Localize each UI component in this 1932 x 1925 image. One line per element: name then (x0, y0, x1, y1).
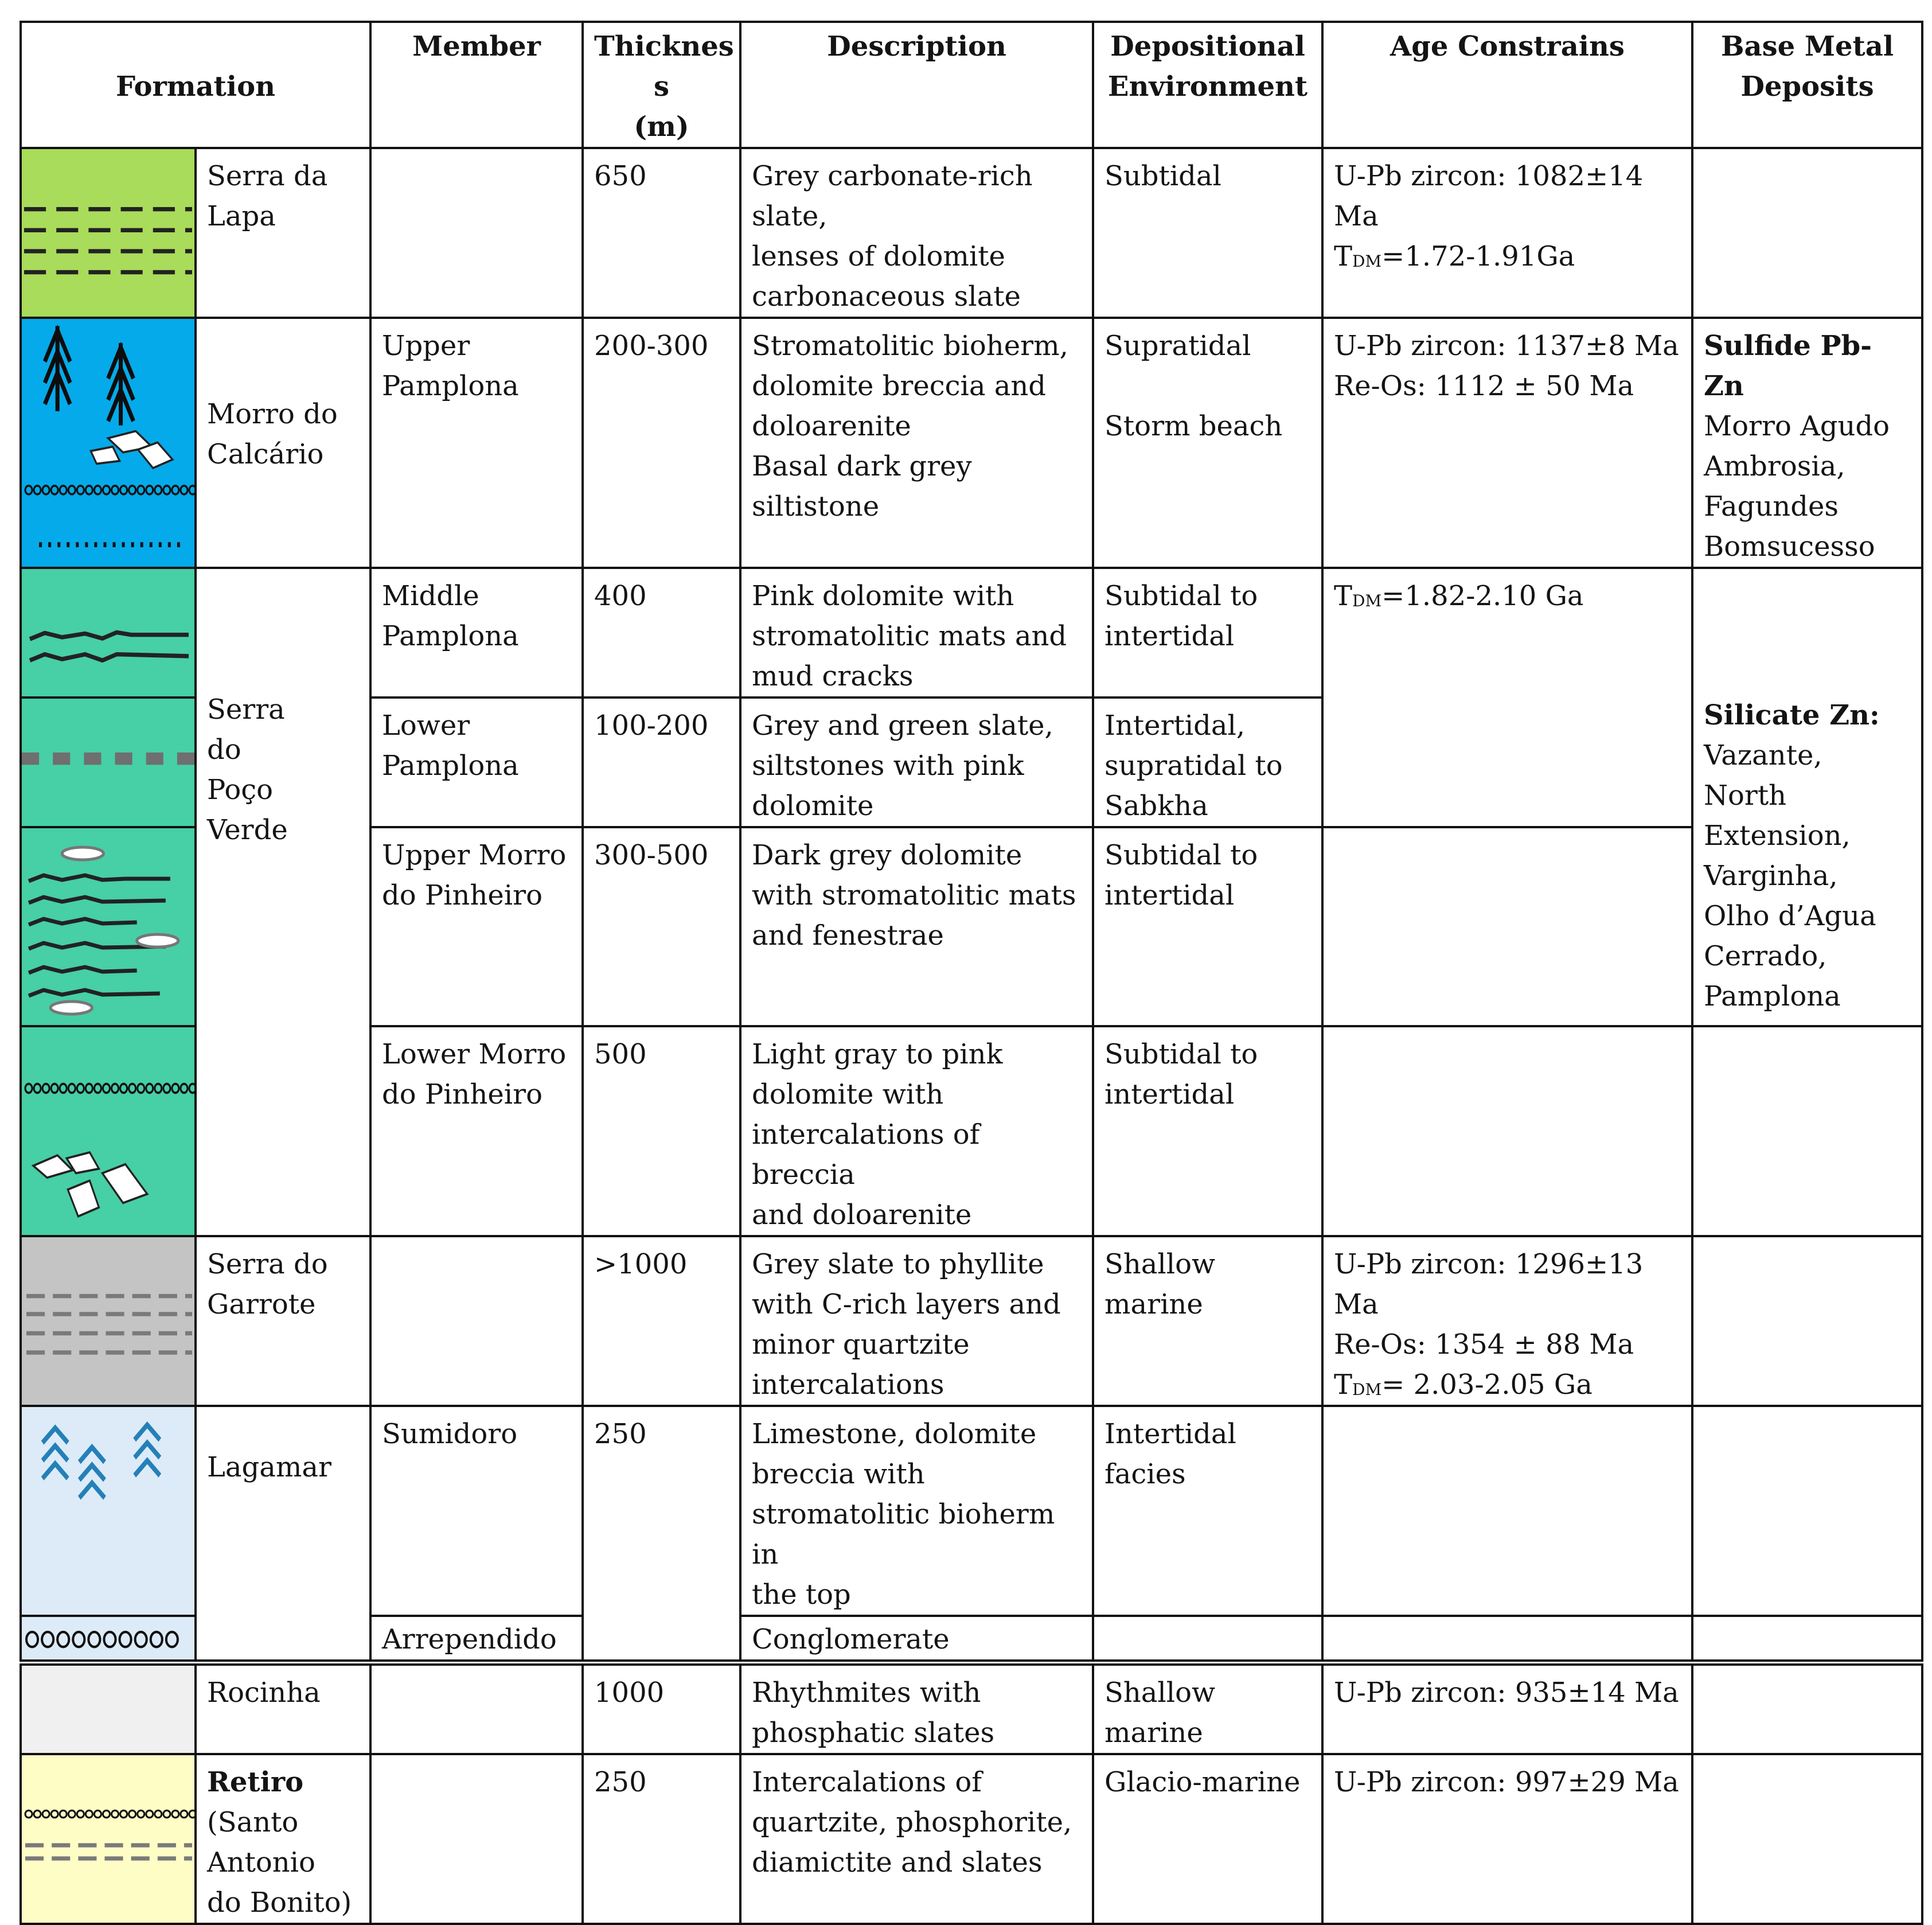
description-serra-da-lapa: Grey carbonate-rich slate, lenses of dolomite carbonaceous slate (740, 148, 1093, 318)
lithology-morro-do-calcario (21, 318, 196, 568)
age-serra-da-lapa (1322, 148, 1692, 318)
thickness-serra-da-lapa: 650 (583, 148, 740, 318)
environment-sumidoro: Intertidal facies (1093, 1406, 1322, 1616)
age-line-tdm: $T_{DM}= 2.03-2.05$ Ga (1334, 1369, 1593, 1401)
deposits-lower-morro-do-pinheiro (1692, 1026, 1922, 1236)
member-arrependido: Arrependido (370, 1616, 583, 1663)
row-serra-da-lapa (21, 148, 1922, 318)
environment-upper-morro-do-pinheiro: Subtidal to intertidal (1093, 827, 1322, 1026)
fill-rocinha (22, 1666, 194, 1753)
environment-retiro: Glacio-marine (1093, 1754, 1322, 1924)
age-line: Re-Os: 1354 ± 88 Ma (1334, 1328, 1634, 1361)
age-rocinha: U-Pb zircon: 935±14 Ma (1322, 1663, 1692, 1755)
formation-lagamar: Lagamar (196, 1406, 370, 1663)
age-line: U-Pb zircon: 1296±13 Ma (1334, 1248, 1644, 1320)
thickness-upper-pamplona: 200-300 (583, 318, 740, 568)
lithology-rocinha (21, 1663, 196, 1755)
description-sumidoro: Limestone, dolomite breccia with stromatolitic bioherm in the top (740, 1406, 1093, 1616)
member-serra-da-lapa (370, 148, 583, 318)
age-upper-morro-do-pinheiro (1322, 827, 1692, 1026)
fill-arrependido (22, 1617, 194, 1659)
lithology-upper-morro-do-pinheiro (21, 827, 196, 1026)
formation-morro-do-calcario: Morro do Calcário (196, 318, 370, 568)
fill-serra-da-lapa (22, 149, 194, 317)
header-description: Description (740, 22, 1093, 148)
thickness-middle-pamplona: 400 (583, 568, 740, 697)
header-environment: Depositional Environment (1093, 22, 1322, 148)
environment-arrependido (1093, 1616, 1322, 1663)
age-arrependido (1322, 1616, 1692, 1663)
fill-retiro (22, 1755, 194, 1923)
description-upper-morro-do-pinheiro: Dark grey dolomite with stromatolitic mats and fenestrae (740, 827, 1093, 1026)
thickness-retiro: 250 (583, 1754, 740, 1924)
thickness-rocinha: 1000 (583, 1663, 740, 1755)
description-serra-do-garrote: Grey slate to phyllite with C-rich layers and minor quartzite intercalations (740, 1236, 1093, 1406)
formation-retiro-alias: (Santo Antonio do Bonito) (207, 1806, 352, 1919)
lithology-retiro (21, 1754, 196, 1924)
stratigraphic-table (19, 21, 1923, 1925)
environment-serra-da-lapa: Subtidal (1093, 148, 1322, 318)
member-upper-pamplona: Upper Pamplona (370, 318, 583, 568)
formation-retiro-name: Retiro (207, 1766, 304, 1798)
environment-lower-pamplona: Intertidal, supratidal to Sabkha (1093, 697, 1322, 827)
description-lower-morro-do-pinheiro: Light gray to pink dolomite with intercalations of breccia and doloarenite (740, 1026, 1093, 1236)
environment-serra-do-garrote: Shallow marine (1093, 1236, 1322, 1406)
lithology-serra-do-garrote (21, 1236, 196, 1406)
fill-serra-do-garrote (22, 1237, 194, 1405)
description-retiro: Intercalations of quartzite, phosphorite, diamictite and slates (740, 1754, 1093, 1924)
header-deposits: Base Metal Deposits (1692, 22, 1922, 148)
header-member: Member (370, 22, 583, 148)
member-rocinha (370, 1663, 583, 1755)
description-lower-pamplona: Grey and green slate, siltstones with pink dolomite (740, 697, 1093, 827)
environment-upper-pamplona: Supratidal Storm beach (1093, 318, 1322, 568)
header-age: Age Constrains (1322, 22, 1692, 148)
deposits-retiro (1692, 1754, 1922, 1924)
member-retiro (370, 1754, 583, 1924)
thickness-upper-morro-do-pinheiro: 300-500 (583, 827, 740, 1026)
thickness-lagamar: 250 (583, 1406, 740, 1663)
environment-lower-morro-do-pinheiro: Subtidal to intertidal (1093, 1026, 1322, 1236)
age-line-tdm: $T_{DM}=1.72-1.91Ga$ (1334, 240, 1575, 272)
deposits-sulfide (1692, 318, 1922, 568)
lithology-lower-pamplona (21, 697, 196, 827)
deposits-serra-da-lapa (1692, 148, 1922, 318)
header-formation: Formation (21, 22, 370, 148)
deposits-sumidoro (1692, 1406, 1922, 1616)
formation-retiro (196, 1754, 370, 1924)
deposits-sulfide-list: Morro Agudo Ambrosia, Fagundes Bomsucesso (1704, 410, 1890, 563)
description-middle-pamplona: Pink dolomite with stromatolitic mats and mud cracks (740, 568, 1093, 697)
thickness-serra-do-garrote: >1000 (583, 1236, 740, 1406)
age-morro-do-calcario: U-Pb zircon: 1137±8 Ma Re-Os: 1112 ± 50 Ma (1322, 318, 1692, 568)
description-arrependido: Conglomerate (740, 1616, 1093, 1663)
age-lower-morro-do-pinheiro (1322, 1026, 1692, 1236)
deposits-arrependido (1692, 1616, 1922, 1663)
thickness-lower-morro-do-pinheiro: 500 (583, 1026, 740, 1236)
deposits-sulfide-title: Sulfide Pb-Zn (1704, 330, 1872, 402)
member-serra-do-garrote (370, 1236, 583, 1406)
member-upper-morro-do-pinheiro: Upper Morro do Pinheiro (370, 827, 583, 1026)
environment-middle-pamplona: Subtidal to intertidal (1093, 568, 1322, 697)
member-sumidoro: Sumidoro (370, 1406, 583, 1616)
formation-serra-do-poco-verde: Serra do Poço Verde (196, 568, 370, 1236)
fill-lower-pamplona (22, 699, 194, 826)
row-sumidoro (21, 1406, 1922, 1616)
member-lower-morro-do-pinheiro: Lower Morro do Pinheiro (370, 1026, 583, 1236)
row-middle-pamplona (21, 568, 1922, 697)
header-thickness: Thicknes s (m) (583, 22, 740, 148)
deposits-silicate-title: Silicate Zn: (1704, 699, 1880, 731)
row-serra-do-garrote (21, 1236, 1922, 1406)
member-middle-pamplona: Middle Pamplona (370, 568, 583, 697)
deposits-serra-do-garrote (1692, 1236, 1922, 1406)
description-upper-pamplona: Stromatolitic bioherm, dolomite breccia and doloarenite Basal dark grey siltistone (740, 318, 1093, 568)
deposits-rocinha (1692, 1663, 1922, 1755)
formation-serra-do-garrote: Serra do Garrote (196, 1236, 370, 1406)
member-lower-pamplona: Lower Pamplona (370, 697, 583, 827)
fill-lower-morro-do-pinheiro (22, 1027, 194, 1235)
age-line: U-Pb zircon: 1082±14 Ma (1334, 160, 1644, 232)
deposits-silicate-list: Vazante, North Extension, Varginha, Olho d’Agua Cerrado, Pamplona (1704, 739, 1876, 1012)
deposits-silicate (1692, 568, 1922, 1026)
lithology-sumidoro (21, 1406, 196, 1616)
age-pamplona: $T_{DM}=1.82-2.10$ Ga (1322, 568, 1692, 827)
age-retiro: U-Pb zircon: 997±29 Ma (1322, 1754, 1692, 1924)
formation-rocinha: Rocinha (196, 1663, 370, 1755)
row-retiro (21, 1754, 1922, 1924)
row-rocinha (21, 1663, 1922, 1755)
age-sumidoro (1322, 1406, 1692, 1616)
lithology-middle-pamplona (21, 568, 196, 697)
formation-serra-da-lapa: Serra da Lapa (196, 148, 370, 318)
lithology-lower-morro-do-pinheiro (21, 1026, 196, 1236)
lithology-serra-da-lapa (21, 148, 196, 318)
thickness-lower-pamplona: 100-200 (583, 697, 740, 827)
age-serra-do-garrote (1322, 1236, 1692, 1406)
lithology-arrependido (21, 1616, 196, 1663)
environment-rocinha: Shallow marine (1093, 1663, 1322, 1755)
row-morro-do-calcario (21, 318, 1922, 568)
description-rocinha: Rhythmites with phosphatic slates (740, 1663, 1093, 1755)
